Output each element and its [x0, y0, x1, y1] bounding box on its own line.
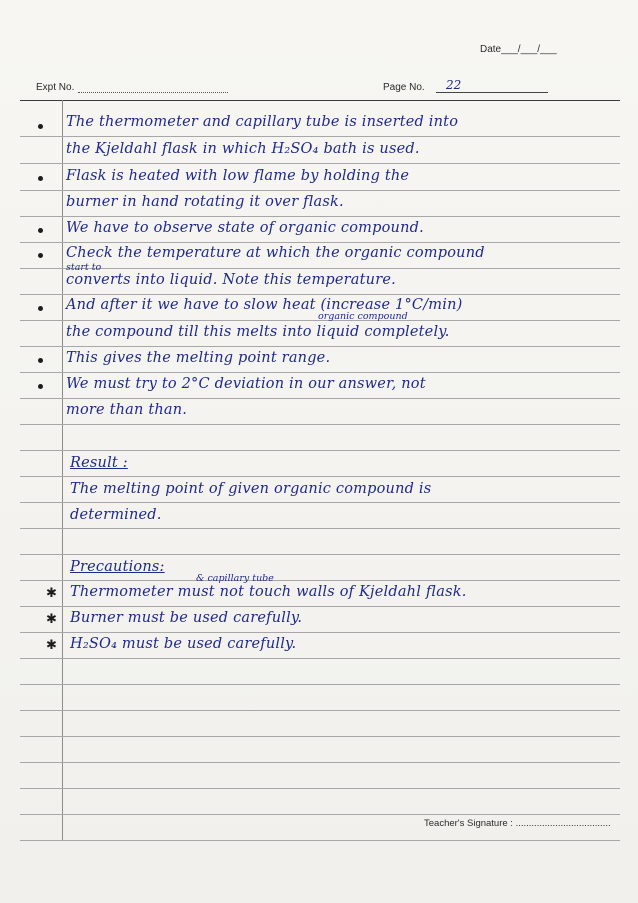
bullet-dot	[38, 384, 43, 389]
body-line: We must try to 2°C deviation in our answer, not	[66, 376, 426, 392]
bullet-dot	[38, 176, 43, 181]
body-line: the Kjeldahl flask in which H₂SO₄ bath is used.	[66, 141, 420, 157]
ruled-line	[20, 788, 620, 789]
ruled-line	[20, 216, 620, 217]
star-bullet-icon: ✱	[46, 612, 57, 627]
date-field: Date___/___/___	[480, 44, 557, 55]
expt-no-label: Expt No.	[36, 82, 75, 93]
precaution-insert: & capillary tube	[196, 573, 274, 584]
star-bullet-icon: ✱	[46, 586, 57, 601]
bullet-dot	[38, 228, 43, 233]
header-rule	[20, 100, 620, 101]
ruled-line	[20, 632, 620, 633]
bullet-dot	[38, 253, 43, 258]
teacher-signature-field: Teacher's Signature : ....................................	[424, 818, 611, 829]
ruled-line	[20, 136, 620, 137]
ruled-line	[20, 528, 620, 529]
precaution-line: H₂SO₄ must be used carefully.	[70, 636, 297, 652]
ruled-line	[20, 242, 620, 243]
result-heading: Result :	[70, 455, 128, 471]
expt-no-line	[78, 92, 228, 93]
ruled-line	[20, 580, 620, 581]
bullet-dot	[38, 358, 43, 363]
ruled-line	[20, 398, 620, 399]
star-bullet-icon: ✱	[46, 638, 57, 653]
ruled-line	[20, 346, 620, 347]
ruled-line	[20, 684, 620, 685]
page-no-value: 22	[446, 78, 462, 92]
body-line: Check the temperature at which the organic compound	[66, 245, 485, 261]
body-line: burner in hand rotating it over flask.	[66, 194, 344, 210]
margin-line	[62, 100, 63, 840]
page-no-line	[436, 92, 548, 93]
result-line: The melting point of given organic compound is	[70, 481, 432, 497]
body-line: And after it we have to slow heat (increase 1°C/min)	[66, 297, 463, 313]
body-line: We have to observe state of organic compound.	[66, 220, 424, 236]
ruled-line	[20, 502, 620, 503]
ruled-line	[20, 424, 620, 425]
ruled-line	[20, 658, 620, 659]
body-line: Flask is heated with low flame by holding the	[66, 168, 410, 184]
ruled-line	[20, 736, 620, 737]
ruled-line	[20, 840, 620, 841]
ruled-line	[20, 268, 620, 269]
ruled-line	[20, 762, 620, 763]
precautions-heading: Precautions:	[70, 559, 165, 575]
bullet-dot	[38, 124, 43, 129]
body-line: This gives the melting point range.	[66, 350, 331, 366]
ruled-line	[20, 450, 620, 451]
body-line: converts into liquid. Note this temperature.	[66, 272, 396, 288]
ruled-line	[20, 606, 620, 607]
page-no-label: Page No.	[383, 82, 425, 93]
precaution-line: Burner must be used carefully.	[70, 610, 303, 626]
ruled-line	[20, 372, 620, 373]
body-line: The thermometer and capillary tube is inserted into	[66, 114, 459, 130]
insert-start-to: start to	[66, 262, 102, 273]
ruled-line	[20, 554, 620, 555]
insert-organic-compound: organic compound	[318, 311, 408, 322]
ruled-line	[20, 710, 620, 711]
result-line: determined.	[70, 507, 162, 523]
ruled-line	[20, 190, 620, 191]
ruled-line	[20, 476, 620, 477]
ruled-line	[20, 163, 620, 164]
body-line: the compound till this melts into liquid completely.	[66, 324, 450, 340]
precaution-line: Thermometer must not touch walls of Kjeldahl flask.	[70, 584, 467, 600]
ruled-line	[20, 294, 620, 295]
bullet-dot	[38, 306, 43, 311]
ruled-line	[20, 814, 620, 815]
body-line: more than than.	[66, 402, 188, 418]
